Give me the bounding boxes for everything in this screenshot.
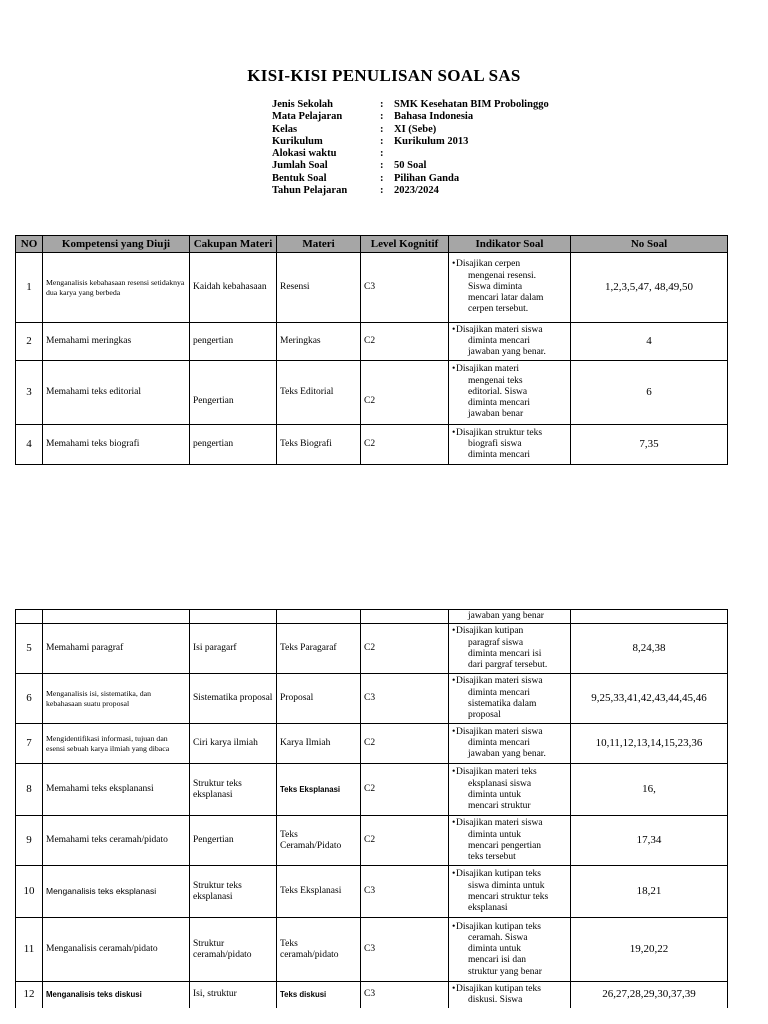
row-kompetensi: Menganalisis isi, sistematika, dan kebahasaan suatu proposal [43,674,190,724]
indikator-line: Disajikan materi siswa [456,726,543,737]
row-nosoal: 18,21 [571,866,728,918]
row-no: 8 [16,764,43,816]
meta-value: SMK Kesehatan BIM Probolinggo [394,99,549,110]
row-level [361,610,449,624]
row-level: C3 [361,253,449,323]
meta-value: Pilihan Ganda [394,172,460,184]
bullet-icon: • [452,324,456,335]
row-level: C2 [361,724,449,764]
row-nosoal: 17,34 [571,816,728,866]
meta-colon: : [380,148,384,160]
row-cakupan: pengertian [190,323,277,361]
indikator-line: Disajikan struktur teks [456,427,543,438]
row-indikator [449,764,571,816]
row-cakupan: Kaidah kebahasaan [190,253,277,323]
row-indikator [449,323,571,361]
header-materi: Materi [277,236,361,253]
bullet-icon: • [452,767,456,778]
table-row [16,982,728,1008]
row-no: 5 [16,624,43,674]
indikator-line: sistematika dalam [468,698,537,709]
indikator-line: diminta untuk [468,789,522,800]
row-materi: Teks Eksplanasi [277,866,361,918]
row-kompetensi: Menganalisis teks eksplanasi [43,866,190,918]
row-indikator [449,866,571,918]
document-title: KISI-KISI PENULISAN SOAL SAS [247,66,521,85]
row-materi: Proposal [277,674,361,724]
indikator-line: mengenai resensi. [468,270,537,281]
meta-row-time [272,148,549,160]
row-materi: Teks Paragaraf [277,624,361,674]
row-level: C3 [361,674,449,724]
row-nosoal: 10,11,12,13,14,15,23,36 [571,724,728,764]
row-cakupan [190,610,277,624]
indikator-line: Disajikan kutipan teks [456,921,541,932]
table-row [16,624,728,674]
row-level: C2 [361,425,449,465]
table-row [16,866,728,918]
meta-colon: : [380,172,384,184]
row-nosoal: 8,24,38 [571,624,728,674]
indikator-line: dari pargraf tersebut. [468,659,548,670]
row-kompetensi: Memahami teks eksplanansi [43,764,190,816]
row-materi: Resensi [277,253,361,323]
indikator-line: diminta mencari [468,398,530,409]
meta-value: Bahasa Indonesia [394,111,474,123]
meta-label: Jenis Sekolah [272,99,333,110]
meta-colon: : [380,135,384,147]
indikator-line: Disajikan materi teks [456,767,537,778]
indikator-line: mencari struktur [468,800,531,811]
row-cakupan: Struktur ceramah/pidato [190,918,277,982]
indikator-line: Disajikan materi siswa [456,676,543,687]
meta-row-school [272,99,549,111]
indikator-line: biografi siswa [468,438,522,449]
row-materi [277,610,361,624]
table-row [16,724,728,764]
bullet-icon: • [452,818,456,829]
meta-row-subject [272,111,549,123]
meta-row-year [272,185,549,197]
row-kompetensi: Memahami paragraf [43,624,190,674]
row-kompetensi [43,610,190,624]
bullet-icon: • [452,726,456,737]
table-row [16,323,728,361]
table-row [16,816,728,866]
indikator-line: mencari pengertian [468,840,542,851]
indikator-line: proposal [468,709,501,720]
row-no: 1 [16,253,43,323]
indikator-line: eksplanasi siswa [468,778,532,789]
row-level: C3 [361,866,449,918]
row-kompetensi: Menganalisis teks diskusi [43,982,190,1008]
row-materi: Teks Eksplanasi [277,764,361,816]
row-materi: Meringkas [277,323,361,361]
row-nosoal: 4 [571,323,728,361]
table-row [16,918,728,982]
row-kompetensi: Menganalisis ceramah/pidato [43,918,190,982]
row-level: C2 [361,764,449,816]
row-materi: Karya Ilmiah [277,724,361,764]
row-materi: Teks Editorial [277,361,361,425]
row-nosoal: 19,20,22 [571,918,728,982]
row-materi: Teks Biografi [277,425,361,465]
row-level: C2 [361,361,449,425]
indikator-line: Siswa diminta [468,281,523,292]
bullet-icon: • [452,983,456,994]
indikator-line: diminta untuk [468,944,522,955]
row-nosoal [571,610,728,624]
table-row [16,361,728,425]
indikator-line: Disajikan cerpen [456,259,521,270]
row-no: 3 [16,361,43,425]
header-indikator: Indikator Soal [449,236,571,253]
meta-colon: : [380,99,384,110]
indikator-line: diminta mencari [468,738,530,749]
row-materi: Teks diskusi [277,982,361,1008]
row-cakupan: pengertian [190,425,277,465]
row-cakupan: Pengertian [190,361,277,425]
indikator-line: mencari isi dan [468,955,527,966]
meta-colon: : [380,111,384,123]
meta-colon: : [380,160,384,172]
indikator-line: mengenai teks [468,375,523,386]
row-cakupan: Isi, struktur [190,982,277,1008]
row-kompetensi: Memahami meringkas [43,323,190,361]
row-indikator [449,624,571,674]
indikator-line: diminta mencari [468,687,530,698]
kisi-table-page-1 [15,235,728,465]
row-no: 11 [16,918,43,982]
row-cakupan: Struktur teks eksplanasi [190,764,277,816]
header-cakupan: Cakupan Materi [190,236,277,253]
row-materi: Teks ceramah/pidato [277,918,361,982]
row-no: 2 [16,323,43,361]
indikator-line: jawaban benar [468,409,524,420]
row-kompetensi: Memahami teks editorial [43,361,190,425]
bullet-icon: • [452,259,456,270]
bullet-icon: • [452,427,456,438]
indikator-line: diminta mencari [468,450,530,461]
row-cakupan: Isi paragarf [190,624,277,674]
meta-value: 50 Soal [394,160,427,172]
row-indikator [449,982,571,1008]
table-row [16,764,728,816]
meta-row-form [272,173,549,185]
row-cakupan: Pengertian [190,816,277,866]
indikator-line: teks tersebut [468,851,516,862]
row-indikator [449,361,571,425]
meta-colon: : [380,123,384,135]
meta-label: Jumlah Soal [272,160,328,172]
indikator-line: jawaban yang benar. [468,347,546,358]
row-indikator [449,816,571,866]
row-nosoal: 16, [571,764,728,816]
table-row [16,610,728,624]
row-indikator [449,253,571,323]
header-kompetensi: Kompetensi yang Diuji [43,236,190,253]
indikator-line: Disajikan kutipan teks [456,869,541,880]
indikator-line: Disajikan kutipan teks [456,983,541,994]
bullet-icon: • [452,676,456,687]
indikator-line: Disajikan materi siswa [456,818,543,829]
row-nosoal: 7,35 [571,425,728,465]
indikator-line: ceramah. Siswa [468,932,528,943]
table-row [16,253,728,323]
kisi-table-page-2 [15,609,728,1008]
row-kompetensi: Menganalisis kebahasaan resensi setidaknya dua karya yang berbeda [43,253,190,323]
indikator-line: mencari struktur teks [468,891,549,902]
row-kompetensi: Memahami teks biografi [43,425,190,465]
row-indikator [449,918,571,982]
indikator-line: diminta mencari [468,335,530,346]
indikator-line: editorial. Siswa [468,386,528,397]
row-nosoal: 9,25,33,41,42,43,44,45,46 [571,674,728,724]
header-nosoal: No Soal [571,236,728,253]
meta-colon: : [380,185,384,197]
indikator-line: Disajikan kutipan [456,626,524,637]
row-no [16,610,43,624]
meta-value: 2023/2024 [394,185,439,197]
bullet-icon: • [452,364,456,375]
row-nosoal: 26,27,28,29,30,37,39 [571,982,728,1008]
row-no: 4 [16,425,43,465]
row-no: 12 [16,982,43,1008]
row-nosoal: 1,2,3,5,47, 48,49,50 [571,253,728,323]
meta-label: Tahun Pelajaran [272,185,348,197]
row-materi: Teks Ceramah/Pidato [277,816,361,866]
row-no: 6 [16,674,43,724]
row-cakupan: Struktur teks eksplanasi [190,866,277,918]
indikator-line: jawaban yang benar [468,611,544,621]
header-level: Level Kognitif [361,236,449,253]
meta-label: Mata Pelajaran [272,111,343,123]
indikator-line: Disajikan materi siswa [456,324,543,335]
indikator-line: mencari latar dalam [468,293,544,304]
row-level: C2 [361,816,449,866]
bullet-icon: • [452,921,456,932]
meta-row-class [272,124,549,136]
row-level: C3 [361,918,449,982]
table-row [16,674,728,724]
indikator-line: eksplanasi [468,902,508,913]
table-header-row [16,236,728,253]
row-no: 10 [16,866,43,918]
indikator-line: diskusi. Siswa [468,994,523,1005]
indikator-line: siswa diminta untuk [468,880,545,891]
meta-value: XI (Sebe) [394,123,437,135]
row-level: C2 [361,323,449,361]
row-nosoal: 6 [571,361,728,425]
indikator-line: Disajikan materi [456,364,520,375]
bullet-icon: • [452,869,456,880]
row-indikator [449,724,571,764]
row-indikator [449,425,571,465]
meta-value: Kurikulum 2013 [394,135,469,147]
meta-label: Bentuk Soal [272,172,327,184]
row-indikator [449,610,571,624]
meta-label: Kurikulum [272,135,323,147]
indikator-line: jawaban yang benar. [468,749,546,760]
indikator-line: diminta mencari isi [468,648,542,659]
table-row [16,425,728,465]
bullet-icon: • [452,626,456,637]
header-no: NO [16,236,43,253]
row-kompetensi: Mengidentifikasi informasi, tujuan dan esensi sebuah karya ilmiah yang dibaca [43,724,190,764]
row-level: C2 [361,624,449,674]
row-kompetensi: Memahami teks ceramah/pidato [43,816,190,866]
meta-label: Alokasi waktu [272,148,337,160]
document-meta [272,99,549,197]
indikator-line: cerpen tersebut. [468,304,529,315]
row-level: C3 [361,982,449,1008]
indikator-line: diminta untuk [468,829,522,840]
meta-row-curriculum [272,136,549,148]
row-cakupan: Sistematika proposal [190,674,277,724]
row-no: 7 [16,724,43,764]
row-cakupan: Ciri karya ilmiah [190,724,277,764]
meta-label: Kelas [272,123,298,135]
row-indikator [449,674,571,724]
row-no: 9 [16,816,43,866]
indikator-line: struktur yang benar [468,966,542,977]
indikator-line: paragraf siswa [468,637,524,648]
meta-row-count [272,160,549,172]
